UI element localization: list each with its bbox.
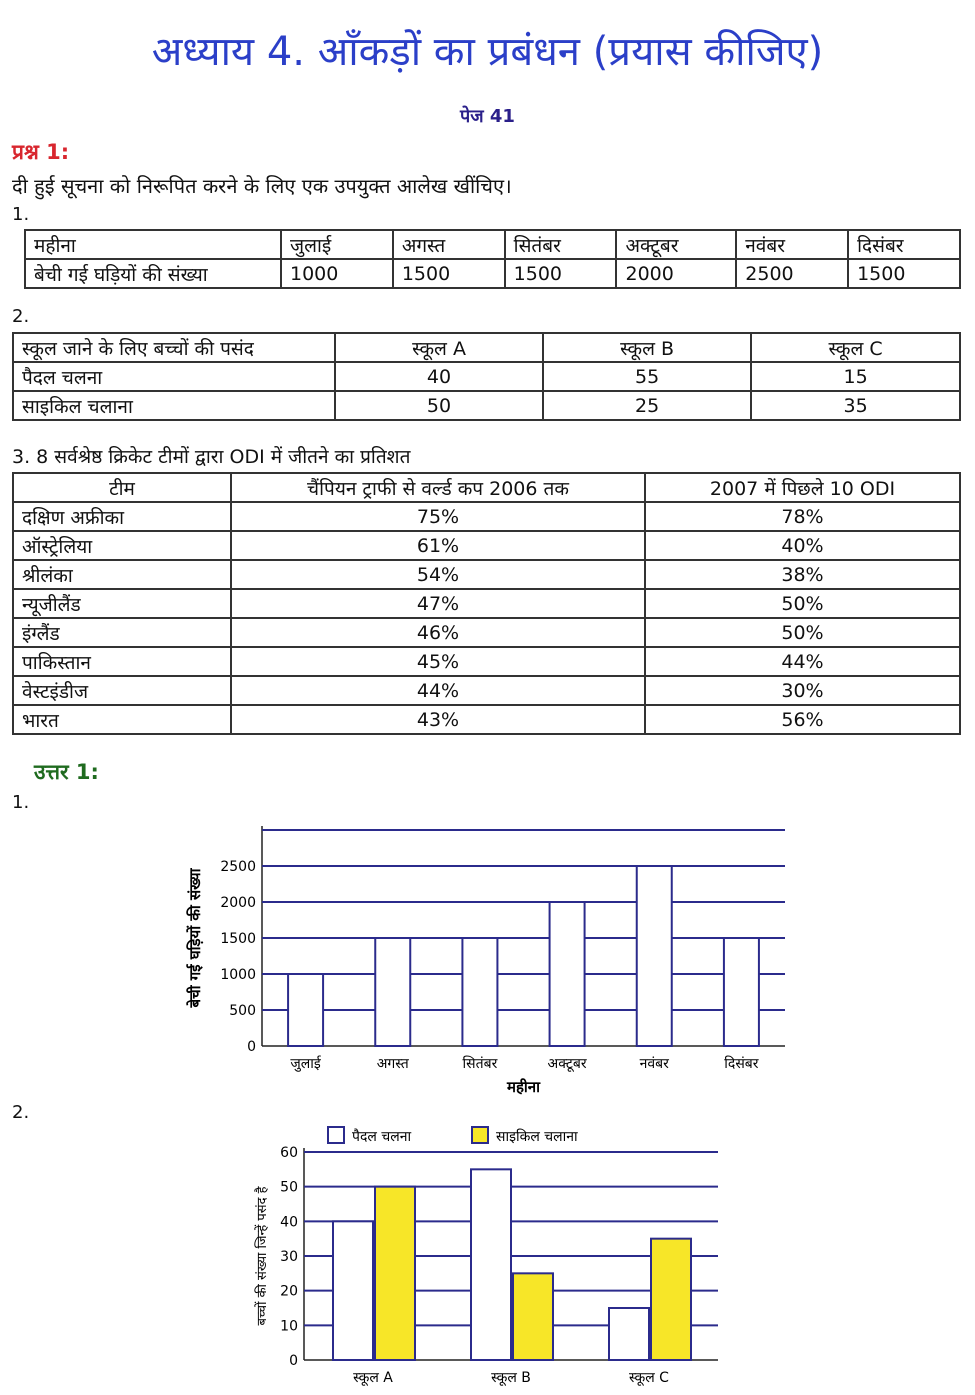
table-cell: 2007 में पिछले 10 ODI xyxy=(645,473,960,502)
page-title: अध्याय 4. आँकड़ों का प्रबंधन (प्रयास कीजिए) xyxy=(151,29,824,75)
table2-number: 2. xyxy=(12,306,30,327)
y-tick-label: 40 xyxy=(280,1214,298,1231)
y-tick-label: 10 xyxy=(280,1318,298,1335)
table-cell: श्रीलंका xyxy=(13,560,231,589)
table-cell: वेस्टइंडीज xyxy=(13,676,231,705)
x-tick-label: नवंबर xyxy=(639,1056,669,1072)
bar xyxy=(651,1239,691,1360)
table-cell: बेची गई घड़ियों की संख्या xyxy=(25,259,281,288)
y-tick-label: 60 xyxy=(280,1145,298,1161)
bar xyxy=(333,1221,373,1360)
table-cell: अगस्त xyxy=(393,230,505,259)
y-tick-label: 2500 xyxy=(220,859,256,875)
table-row xyxy=(13,705,960,734)
watch-sales-bar-chart xyxy=(170,808,810,1098)
table-cell: 40% xyxy=(645,531,960,560)
table-cricket-odi xyxy=(12,472,961,735)
table-cell: 55 xyxy=(543,362,751,391)
y-tick-label: 0 xyxy=(289,1353,298,1369)
table-cell: साइकिल चलाना xyxy=(13,391,335,420)
table-cell: अक्टूबर xyxy=(616,230,736,259)
y-tick-label: 1500 xyxy=(220,931,256,947)
y-tick-label: 0 xyxy=(247,1039,256,1055)
answer-heading: उत्तर 1: xyxy=(34,760,99,784)
bar xyxy=(375,938,410,1046)
table-cell: स्कूल B xyxy=(543,333,751,362)
table-cell: जुलाई xyxy=(281,230,393,259)
table-row xyxy=(25,259,960,288)
x-tick-label: सितंबर xyxy=(462,1056,498,1072)
x-tick-label: अक्टूबर xyxy=(547,1056,587,1072)
table-cell: 1500 xyxy=(393,259,505,288)
table-cell: 40 xyxy=(335,362,543,391)
table1-number: 1. xyxy=(12,204,30,225)
table-cell: स्कूल C xyxy=(751,333,960,362)
bar xyxy=(375,1187,415,1360)
table-row xyxy=(25,230,960,259)
y-axis-label: बेची गई घड़ियों की संख्या xyxy=(186,868,204,1008)
table-cell: महीना xyxy=(25,230,281,259)
table-row xyxy=(13,676,960,705)
x-axis-label: महीना xyxy=(506,1078,541,1096)
table-cell: सितंबर xyxy=(505,230,617,259)
table-row xyxy=(13,560,960,589)
page-number: पेज 41 xyxy=(460,106,515,127)
table-cell: दक्षिण अफ्रीका xyxy=(13,502,231,531)
table-cell: 50 xyxy=(335,391,543,420)
table-cell: 44% xyxy=(645,647,960,676)
x-tick-label: दिसंबर xyxy=(724,1056,759,1072)
y-tick-label: 50 xyxy=(280,1179,298,1196)
table-cell: स्कूल A xyxy=(335,333,543,362)
legend-swatch xyxy=(472,1127,488,1143)
table-row xyxy=(13,473,960,502)
table-cell: 2000 xyxy=(616,259,736,288)
table-row xyxy=(13,618,960,647)
x-tick-label: स्कूल B xyxy=(491,1370,531,1386)
table-row xyxy=(13,531,960,560)
table-cell: 54% xyxy=(231,560,645,589)
table-row xyxy=(13,362,960,391)
table-cell: 2500 xyxy=(736,259,848,288)
y-tick-label: 1000 xyxy=(220,967,256,983)
table-row xyxy=(13,391,960,420)
table-cell: पाकिस्तान xyxy=(13,647,231,676)
x-tick-label: स्कूल A xyxy=(353,1370,393,1386)
table-school-preference xyxy=(12,332,961,421)
table-row xyxy=(13,333,960,362)
legend-label: पैदल चलना xyxy=(352,1129,412,1145)
bar xyxy=(513,1273,553,1360)
table-cell: इंग्लैंड xyxy=(13,618,231,647)
table-cell: 50% xyxy=(645,589,960,618)
table-cell: भारत xyxy=(13,705,231,734)
table-cell: 30% xyxy=(645,676,960,705)
table-cell: दिसंबर xyxy=(848,230,960,259)
table-cell: 25 xyxy=(543,391,751,420)
table-cell: 78% xyxy=(645,502,960,531)
bar xyxy=(550,902,585,1046)
school-preference-bar-chart xyxy=(240,1118,740,1390)
table-cell: पैदल चलना xyxy=(13,362,335,391)
table-cell: 43% xyxy=(231,705,645,734)
y-axis-label: बच्चों की संख्या जिन्हें पसंद है xyxy=(255,1186,270,1326)
question-text: दी हुई सूचना को निरूपित करने के लिए एक उपयुक्त आलेख खींचिए। xyxy=(12,174,512,198)
table-row xyxy=(13,647,960,676)
bar xyxy=(471,1169,511,1360)
table-cell: 61% xyxy=(231,531,645,560)
table-cell: 44% xyxy=(231,676,645,705)
question-heading: प्रश्न 1: xyxy=(12,140,70,164)
table-cell: न्यूजीलैंड xyxy=(13,589,231,618)
bar xyxy=(288,974,323,1046)
y-tick-label: 20 xyxy=(280,1283,298,1300)
table-cell: 38% xyxy=(645,560,960,589)
bar xyxy=(637,866,672,1046)
table-cell: 47% xyxy=(231,589,645,618)
table-cell: 1500 xyxy=(505,259,617,288)
table-row xyxy=(13,502,960,531)
bar xyxy=(609,1308,649,1360)
table-cell: 75% xyxy=(231,502,645,531)
legend-label: साइकिल चलाना xyxy=(496,1129,578,1145)
bar xyxy=(724,938,759,1046)
table-cell: स्कूल जाने के लिए बच्चों की पसंद xyxy=(13,333,335,362)
table-cell: 46% xyxy=(231,618,645,647)
table-cell: नवंबर xyxy=(736,230,848,259)
table-cell: टीम xyxy=(13,473,231,502)
table3-caption: 3. 8 सर्वश्रेष्ठ क्रिकेट टीमों द्वारा ODI में जीतने का प्रतिशत xyxy=(12,446,411,468)
table-cell: 50% xyxy=(645,618,960,647)
answer1-number: 1. xyxy=(12,792,30,813)
y-tick-label: 500 xyxy=(229,1003,256,1019)
x-tick-label: जुलाई xyxy=(290,1056,321,1072)
table-cell: चैंपियन ट्राफी से वर्ल्ड कप 2006 तक xyxy=(231,473,645,502)
table-cell: 15 xyxy=(751,362,960,391)
table-cell: ऑस्ट्रेलिया xyxy=(13,531,231,560)
legend-swatch xyxy=(328,1127,344,1143)
y-tick-label: 30 xyxy=(280,1249,298,1265)
table-cell: 1000 xyxy=(281,259,393,288)
x-tick-label: स्कूल C xyxy=(629,1370,669,1386)
table-row xyxy=(13,589,960,618)
table-cell: 56% xyxy=(645,705,960,734)
x-tick-label: अगस्त xyxy=(376,1056,409,1072)
bar xyxy=(462,938,497,1046)
table-cell: 45% xyxy=(231,647,645,676)
answer2-number: 2. xyxy=(12,1102,30,1123)
table-cell: 1500 xyxy=(848,259,960,288)
table-cell: 35 xyxy=(751,391,960,420)
table-watch-sales xyxy=(24,229,961,289)
y-tick-label: 2000 xyxy=(220,895,256,911)
